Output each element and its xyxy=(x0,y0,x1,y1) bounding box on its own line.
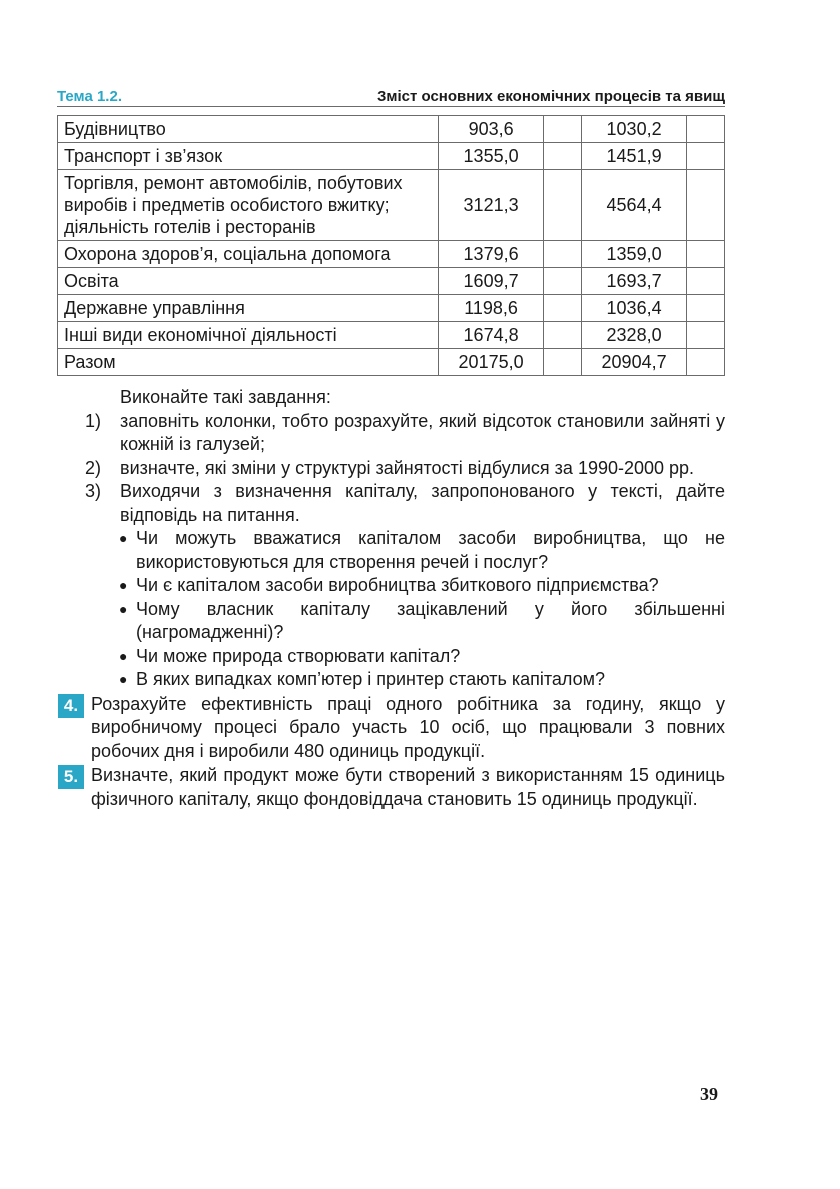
value-2000-cell: 2328,0 xyxy=(581,322,686,349)
question-item xyxy=(57,527,725,574)
percent-2000-cell xyxy=(687,170,725,241)
value-1990-cell: 1198,6 xyxy=(438,295,543,322)
percent-2000-cell xyxy=(687,268,725,295)
question-text: Чи можуть вважатися капіталом засоби виробництва, що не використовуються для створення речей і послуг? xyxy=(136,528,725,572)
question-item xyxy=(57,668,725,692)
task-text: визначте, які зміни у структурі зайнятості відбулися за 1990-2000 рр. xyxy=(120,457,695,478)
table-row xyxy=(58,241,725,268)
value-1990-cell: 1674,8 xyxy=(438,322,543,349)
sector-name-cell: Освіта xyxy=(58,268,439,295)
page-number: 39 xyxy=(700,1084,718,1104)
exercise-5 xyxy=(57,764,725,811)
bullet-icon: ● xyxy=(119,530,128,546)
percent-2000-cell xyxy=(687,143,725,170)
value-1990-cell: 20175,0 xyxy=(438,349,543,376)
sector-name-cell: Охорона здоров’я, соціальна допомога xyxy=(58,241,439,268)
percent-1990-cell xyxy=(544,349,582,376)
percent-2000-cell xyxy=(687,241,725,268)
topic-label: Тема 1.2. xyxy=(57,88,122,105)
sector-name-cell: Державне управління xyxy=(58,295,439,322)
value-1990-cell: 1379,6 xyxy=(438,241,543,268)
percent-1990-cell xyxy=(544,268,582,295)
bullet-icon: ● xyxy=(119,671,128,687)
page-content xyxy=(57,84,725,811)
table-body xyxy=(58,116,725,376)
sector-name-cell: Будівництво xyxy=(58,116,439,143)
question-text: Чи може природа створювати капітал? xyxy=(136,645,461,666)
exercise-number-badge: 4. xyxy=(58,694,84,718)
question-text: В яких випадках комп’ютер і принтер стають капіталом? xyxy=(136,669,606,689)
task-number: 2) xyxy=(85,457,102,478)
task-number: 1) xyxy=(85,410,102,431)
bullet-icon: ● xyxy=(119,577,128,593)
percent-1990-cell xyxy=(544,241,582,268)
value-2000-cell: 1451,9 xyxy=(581,143,686,170)
tasks-intro: Виконайте такі завдання: xyxy=(120,387,331,407)
table-row xyxy=(58,170,725,241)
chapter-title: Зміст основних економічних процесів та явищ xyxy=(376,88,725,105)
value-1990-cell: 903,6 xyxy=(438,116,543,143)
running-header xyxy=(57,84,725,107)
table-row xyxy=(58,268,725,295)
value-1990-cell: 3121,3 xyxy=(438,170,543,241)
value-2000-cell: 4564,4 xyxy=(581,170,686,241)
value-2000-cell: 1030,2 xyxy=(581,116,686,143)
value-2000-cell: 1359,0 xyxy=(581,241,686,268)
question-text: Чи є капіталом засоби виробництва збиткового підприємства? xyxy=(136,575,659,595)
percent-1990-cell xyxy=(544,295,582,322)
task-text: Виходячи з визначення капіталу, запропонованого у тексті, дайте відповідь на питання. xyxy=(120,481,725,525)
exercise-number-badge: 5. xyxy=(58,765,84,789)
sector-name-cell: Інші види економічної діяльності xyxy=(58,322,439,349)
exercise-4 xyxy=(57,693,725,764)
percent-1990-cell xyxy=(544,322,582,349)
table-row xyxy=(58,116,725,143)
question-text: Чому власник капіталу зацікавлений у його збільшенні (нагромадженні)? xyxy=(136,598,725,642)
bullet-icon: ● xyxy=(119,600,128,617)
exercise-text: Визначте, який продукт може бути створений з використанням 15 одиниць фізичного капіталу, якщо фондовіддача становить 15 одиниць продукції. xyxy=(91,765,725,809)
task-item xyxy=(57,480,725,527)
task-text: заповніть колонки, тобто розрахуйте, який відсоток становили зайняті у кожній із галузей; xyxy=(120,410,725,454)
table-row xyxy=(58,143,725,170)
value-1990-cell: 1609,7 xyxy=(438,268,543,295)
bullet-icon: ● xyxy=(119,647,128,664)
percent-2000-cell xyxy=(687,322,725,349)
sector-name-cell: Торгівля, ремонт автомобілів, побутових виробів і предметів особистого вжитку; діяльність готелів і ресторанів xyxy=(58,170,439,241)
percent-2000-cell xyxy=(687,116,725,143)
percent-1990-cell xyxy=(544,170,582,241)
exercise-text: Розрахуйте ефективність праці одного робітника за годину, якщо у виробничому процесі брало участь 10 осіб, що працювали 3 повних робочих дня і виробили 480 одиниць продукції. xyxy=(91,693,725,761)
task-item xyxy=(57,410,725,457)
percent-2000-cell xyxy=(687,295,725,322)
percent-1990-cell xyxy=(544,143,582,170)
sector-name-cell: Разом xyxy=(58,349,439,376)
task-number: 3) xyxy=(85,481,102,501)
percent-2000-cell xyxy=(687,349,725,376)
question-item xyxy=(57,598,725,645)
sector-name-cell: Транспорт і зв’язок xyxy=(58,143,439,170)
table-row xyxy=(58,322,725,349)
table-row xyxy=(58,349,725,376)
employment-table xyxy=(57,115,725,376)
value-2000-cell: 1036,4 xyxy=(581,295,686,322)
question-item xyxy=(57,645,725,669)
value-2000-cell: 1693,7 xyxy=(581,268,686,295)
tasks-section xyxy=(57,386,725,811)
question-item xyxy=(57,574,725,598)
table-row xyxy=(58,295,725,322)
task-item xyxy=(57,457,725,481)
value-1990-cell: 1355,0 xyxy=(438,143,543,170)
value-2000-cell: 20904,7 xyxy=(581,349,686,376)
percent-1990-cell xyxy=(544,116,582,143)
